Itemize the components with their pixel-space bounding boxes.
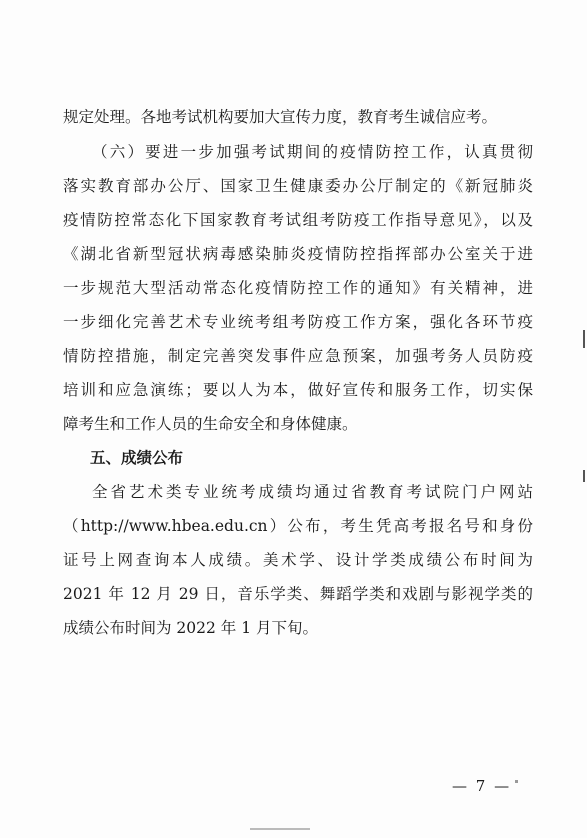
page-number: — 7 — [452,777,512,795]
paragraph-line: 疫情防控常态化下国家教育考试组考防疫工作指导意见》，以及 [63,211,533,229]
paragraph-line: 规定处理。各地考试机构要加大宣传力度，教育考生诚信应考。 [63,108,498,126]
paragraph-line: 全省艺术类专业统考成绩均通过省教育考试院门户网站 [92,483,533,501]
scan-speck [515,780,518,783]
paragraph-line: 情防控措施，制定完善突发事件应急预案，加强考务人员防疫 [63,347,533,365]
scan-edge-mark [583,330,585,348]
scan-edge-mark [583,470,585,482]
paragraph-line: 《湖北省新型冠状病毒感染肺炎疫情防控指挥部办公室关于进 [63,245,533,263]
paragraph-line: 成绩公布时间为 2022 年 1 月下旬。 [63,619,319,637]
paragraph-line: 障考生和工作人员的生命安全和身体健康。 [63,415,358,433]
section-heading: 五、成绩公布 [90,449,184,467]
paragraph-line: 落实教育部办公厅、国家卫生健康委办公厅制定的《新冠肺炎 [63,177,533,195]
paragraph-line: （六）要进一步加强考试期间的疫情防控工作，认真贯彻 [92,143,533,161]
paragraph-line: 一步细化完善艺术专业统考组考防疫工作方案，强化各环节疫 [63,313,533,331]
paragraph-line: （http://www.hbea.edu.cn）公布，考生凭高考报名号和身份 [63,517,533,535]
paragraph-line: 证号上网查询本人成绩。美术学、设计学类成绩公布时间为 [63,551,533,569]
paragraph-line: 一步规范大型活动常态化疫情防控工作的通知》有关精神，进 [63,279,533,297]
paragraph-line: 培训和应急演练；要以人为本，做好宣传和服务工作，切实保 [63,381,533,399]
paragraph-line: 2021 年 12 月 29 日，音乐学类、舞蹈学类和戏剧与影视学类的 [63,585,533,603]
scan-speck [250,828,310,830]
